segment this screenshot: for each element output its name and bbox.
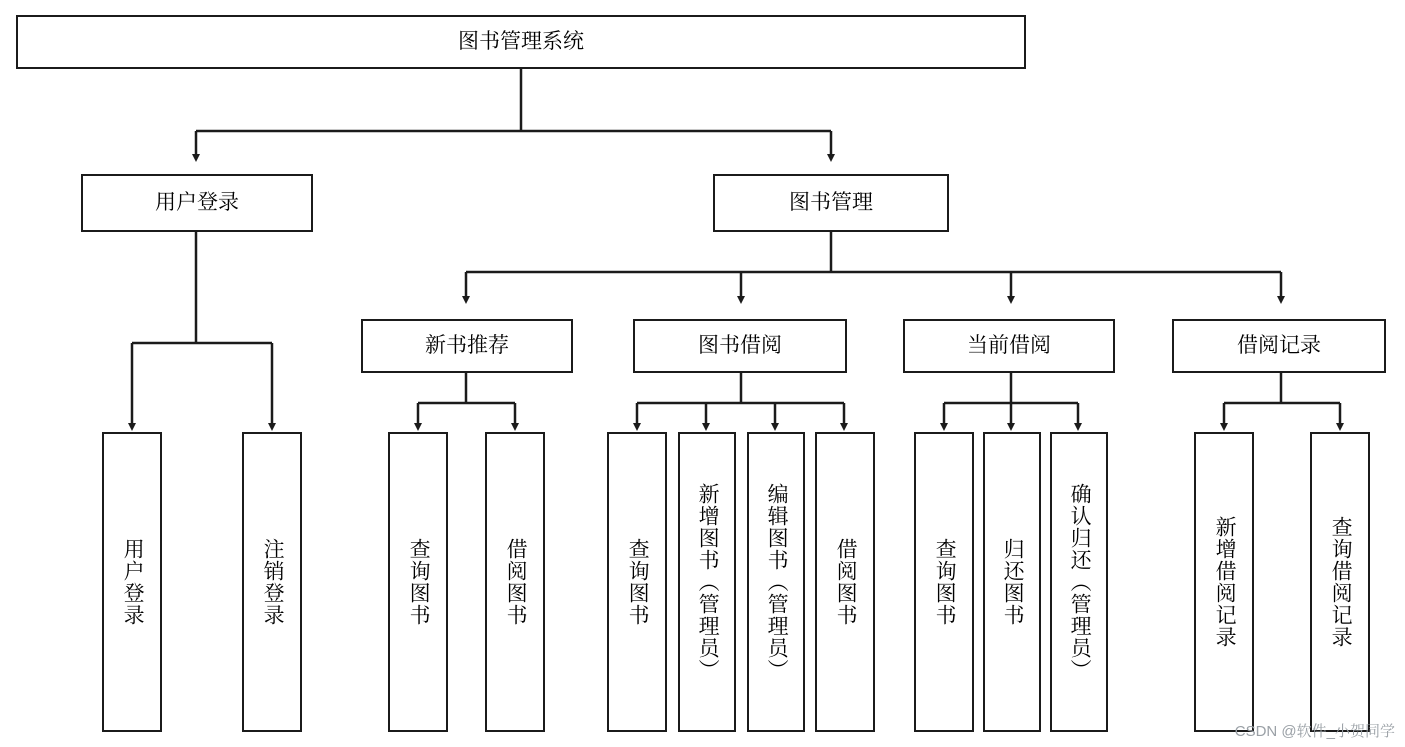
leaf-current-query[interactable] xyxy=(914,432,974,732)
leaf-borrow-add-label: 新增图书（管理员） xyxy=(696,483,720,681)
node-book-borrow-label: 图书借阅 xyxy=(698,333,782,357)
watermark: CSDN @软件_小贺同学 xyxy=(1234,723,1395,740)
leaf-new-book-query-label: 查询图书 xyxy=(407,538,431,626)
leaf-new-book-borrow-label: 借阅图书 xyxy=(504,538,528,626)
leaf-new-book-query[interactable] xyxy=(388,432,448,732)
leaf-borrow-query-label: 查询图书 xyxy=(626,538,650,626)
node-root-label: 图书管理系统 xyxy=(458,29,584,53)
node-user-login[interactable] xyxy=(81,174,313,232)
leaf-user-login-logout-label: 注销登录 xyxy=(261,538,285,626)
leaf-records-add[interactable] xyxy=(1194,432,1254,732)
node-new-book-recommend-label: 新书推荐 xyxy=(425,333,509,357)
leaf-records-query[interactable] xyxy=(1310,432,1370,732)
leaf-borrow-add[interactable] xyxy=(678,432,736,732)
leaf-records-add-label: 新增借阅记录 xyxy=(1213,516,1237,648)
node-borrow-records[interactable] xyxy=(1172,319,1386,373)
node-borrow-records-label: 借阅记录 xyxy=(1237,333,1321,357)
leaf-current-return[interactable] xyxy=(983,432,1041,732)
leaf-current-return-label: 归还图书 xyxy=(1001,538,1025,626)
leaf-user-login-login[interactable] xyxy=(102,432,162,732)
node-current-borrow[interactable] xyxy=(903,319,1115,373)
leaf-current-confirm-return[interactable] xyxy=(1050,432,1108,732)
node-new-book-recommend[interactable] xyxy=(361,319,573,373)
node-user-login-label: 用户登录 xyxy=(155,190,239,214)
leaf-current-query-label: 查询图书 xyxy=(933,538,957,626)
leaf-user-login-login-label: 用户登录 xyxy=(121,538,145,626)
leaf-borrow-borrow[interactable] xyxy=(815,432,875,732)
node-book-borrow[interactable] xyxy=(633,319,847,373)
leaf-borrow-borrow-label: 借阅图书 xyxy=(834,538,858,626)
leaf-records-query-label: 查询借阅记录 xyxy=(1329,516,1353,648)
leaf-user-login-logout[interactable] xyxy=(242,432,302,732)
leaf-borrow-query[interactable] xyxy=(607,432,667,732)
leaf-current-confirm-return-label: 确认归还（管理员） xyxy=(1068,483,1092,681)
node-current-borrow-label: 当前借阅 xyxy=(967,333,1051,357)
leaf-borrow-edit[interactable] xyxy=(747,432,805,732)
leaf-new-book-borrow[interactable] xyxy=(485,432,545,732)
leaf-borrow-edit-label: 编辑图书（管理员） xyxy=(765,483,789,681)
node-root[interactable] xyxy=(16,15,1026,69)
node-book-management[interactable] xyxy=(713,174,949,232)
node-book-management-label: 图书管理 xyxy=(789,190,873,214)
